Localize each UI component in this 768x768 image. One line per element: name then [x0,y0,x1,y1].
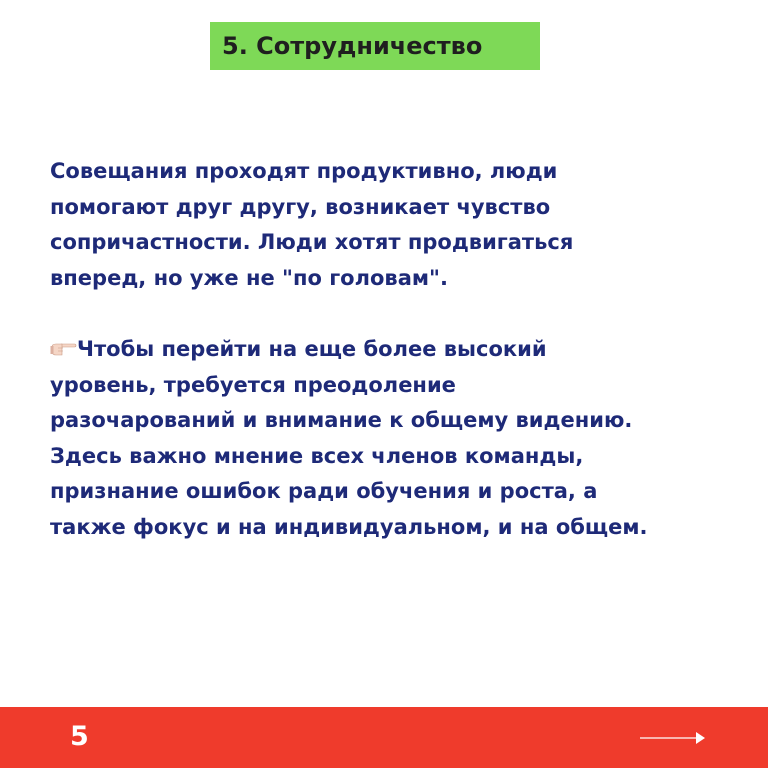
paragraph-gap [50,296,740,332]
paragraph-1-line: сопричастности. Люди хотят продвигаться [50,230,574,254]
arrow-right-icon[interactable] [640,729,706,747]
paragraph-2-line: разочарований и внимание к общему видению. [50,408,633,432]
paragraph-2-line: также фокус и на индивидуальном, и на общем. [50,514,648,539]
paragraph-1-line: Совещания проходят продуктивно, люди [50,159,558,183]
paragraph-2-line: Здесь важно мнение всех членов команды, [50,443,584,468]
paragraph-2-line: признание ошибок ради обучения и роста, а [50,479,598,503]
paragraph-1-line: помогают друг другу, возникает чувство [50,194,551,219]
paragraph-2-line: Чтобы перейти на еще более высокий [77,337,547,361]
paragraph-2-line: уровень, требуется преодоление [50,372,456,397]
paragraph-1-line: вперед, но уже не "по головам". [50,265,448,290]
pointing-hand-icon [50,341,77,357]
page-title: 5. Сотрудничество [222,32,483,60]
title-banner [210,22,540,70]
page-number: 5 [70,721,89,752]
paragraph-2-first-line [50,332,740,368]
footer-bar [0,707,768,768]
content-text [50,154,740,545]
